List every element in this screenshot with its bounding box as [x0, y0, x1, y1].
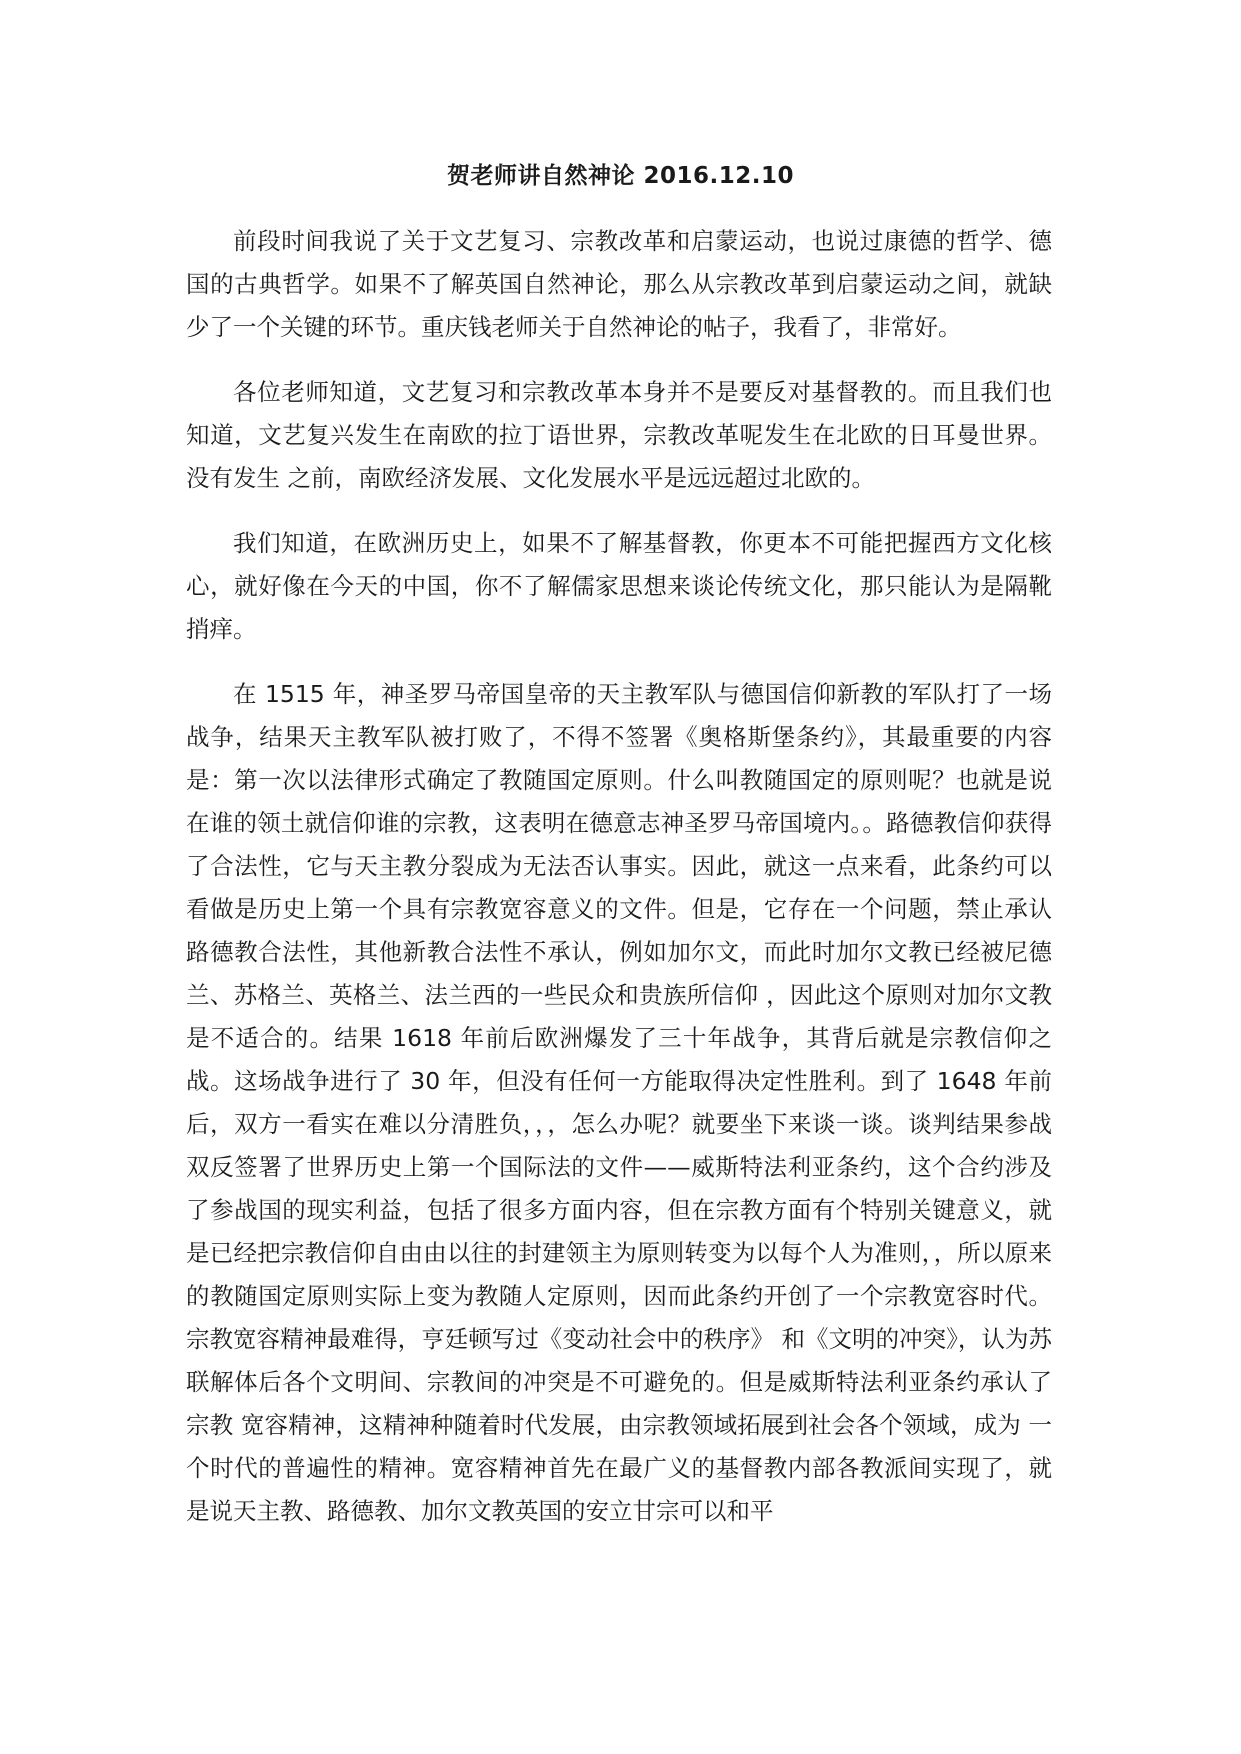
paragraph-3: 我们知道，在欧洲历史上，如果不了解基督教，你更本不可能把握西方文化核心，就好像在今天的中国，你不了解儒家思想来谈论传统文化，那只能认为是隔靴捎痒。 — [186, 529, 1052, 643]
paragraph-4: 在 1515 年，神圣罗马帝国皇帝的天主教军队与德国信仰新教的军队打了一场战争，结果天主教军队被打败了，不得不签署《奥格斯堡条约》，其最重要的内容是：第一次以法律形式确定了教随国定原则。什么叫教随国定的原则呢？也就是说在谁的领土就信仰谁的宗教，这表明在德意志神圣罗马帝国境内。。路德教信仰获得了合法性，它与天主教分裂成为无法否认事实。因此，就这一点来看，此条约可以看做是历史上第一个具有宗教宽容意义的文件。但是，它存在一个问题，禁止承认路德教合法性，其他新教合法性不承认，例如加尔文，而此时加尔文教已经被尼德兰、苏格兰、英格兰、法兰西的一些民众和贵族所信仰 ，因此这个原则对加尔文教是不适合的。结果 1618 年前后欧洲爆发了三十年战争，其背后就是宗教信仰之战。这场战争进行了 30 年，但没有任何一方能取得决定性胜利。到了 1648 年前后，双方一看实在难以分清胜负，，，怎么办呢？就要坐下来谈一谈。谈判结果参战双反签署了世界历史上第一个国际法的文件——威斯特法利亚条约，这个合约涉及了参战国的现实利益，包括了很多方面内容，但在宗教方面有个特别关键意义，就是已经把宗教信仰自由由以往的封建领主为原则转变为以每个人为准则，，所以原来的教随国定原则实际上变为教随人定原则，因而此条约开创了一个宗教宽容时代。宗教宽容精神最难得，亨廷顿写过《变动社会中的秩序》 和《文明的冲突》，认为苏联解体后各个文明间、宗教间的冲突是不可避免的。但是威斯特法利亚条约承认了宗教 宽容精神，这精神种随着时代发展，由宗教领域拓展到社会各个领域，成为 一个时代的普遍性的精神。宽容精神首先在最广义的基督教内部各教派间实现了，就是说天主教、路德教、加尔文教英国的安立甘宗可以和平 — [186, 680, 1052, 1525]
paragraph-2: 各位老师知道，文艺复习和宗教改革本身并不是要反对基督教的。而且我们也知道，文艺复兴发生在南欧的拉丁语世界，宗教改革呢发生在北欧的日耳曼世界。没有发生 之前，南欧经济发展、文化发展水平是远远超过北欧的。 — [186, 378, 1052, 492]
document-body — [186, 220, 1052, 1555]
paragraph-1: 前段时间我说了关于文艺复习、宗教改革和启蒙运动，也说过康德的哲学、德国的古典哲学。如果不了解英国自然神论，那么从宗教改革到启蒙运动之间，就缺少了一个关键的环节。重庆钱老师关于自然神论的帖子，我看了，非常好。 — [186, 227, 1052, 341]
document-title: 贺老师讲自然神论 2016.12.10 — [446, 163, 794, 189]
